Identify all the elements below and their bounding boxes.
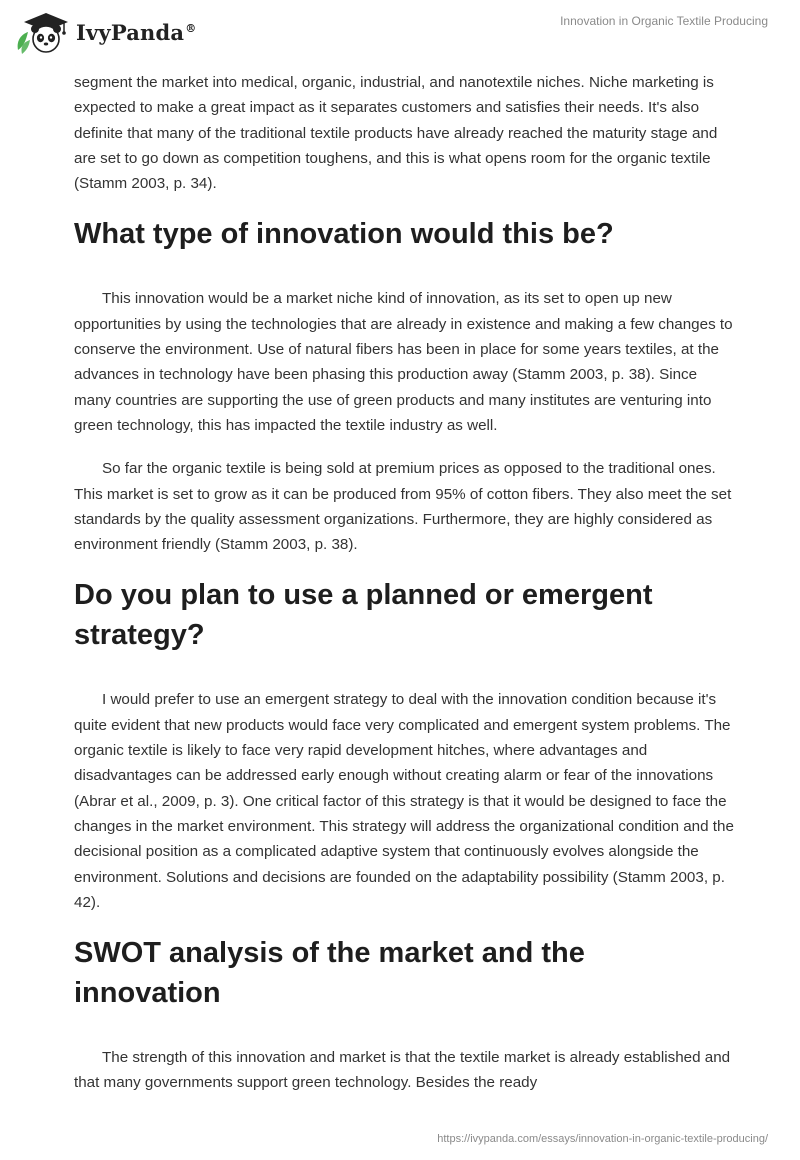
paragraph-innovation-type: This innovation would be a market niche kind of innovation, as its set to open up new opportunities by using the technologies that are already in existence and making a few changes to conserve the environment. Use of natural fibers has been in place for some years textiles, at the advances in technology have been phasing this production away (Stamm 2003, p. 38). Since many countries are supporting the use of green products and many institutes are venturing into green technology, this has impacted the textile industry as well.	[74, 290, 733, 434]
brand-name: IvyPanda®	[76, 19, 197, 45]
paragraph-swot: The strength of this innovation and market is that the textile market is already established and that many governments support green technology. Besides the ready	[74, 1049, 731, 1092]
heading-swot: SWOT analysis of the market and the innovation	[74, 937, 585, 1010]
heading-strategy: Do you plan to use a planned or emergent strategy?	[74, 579, 653, 652]
essay-content	[74, 70, 734, 1114]
registered-mark: ®	[185, 21, 197, 35]
paragraph-strategy: I would prefer to use an emergent strategy to deal with the innovation condition because it's quite evident that new products would face very complicated and emergent system problems. The organic textile is likely to face very rapid development hitches, where advantages and disadvantages can be addressed early enough without creating alarm or fear of the innovations (Abrar et al., 2009, p. 3). One critical factor of this strategy is that it would be designed to face the changes in the market environment. This strategy will address the organizational condition and the decisional position as a complicated adaptive system that continuously evolves alongside the environment. Solutions and decisions are founded on the adaptability possibility (Stamm 2003, p. 42).	[74, 691, 734, 911]
ivypanda-logo[interactable]	[14, 10, 196, 54]
panda-graduation-icon	[14, 10, 70, 54]
document-title: Innovation in Organic Textile Producing	[560, 14, 768, 28]
paragraph-premium-prices: So far the organic textile is being sold at premium prices as opposed to the traditional ones. This market is set to grow as it can be produced from 95% of cotton fibers. They also meet the set standards by the quality assessment organizations. Furthermore, they are highly considered as environment friendly (Stamm 2003, p. 38).	[74, 460, 732, 554]
page-header	[0, 0, 800, 70]
heading-innovation-type: What type of innovation would this be?	[74, 218, 614, 251]
paragraph-intro: segment the market into medical, organic, industrial, and nanotextile niches. Niche marketing is expected to make a great impact as it separates customers and satisfies their needs. It's also definite that many of the traditional textile products have already reached the maturity stage and are set to go down as competition toughens, and this is what opens room for the organic textile (Stamm 2003, p. 34).	[74, 74, 718, 193]
source-url[interactable]: https://ivypanda.com/essays/innovation-in-organic-textile-producing/	[437, 1133, 768, 1145]
